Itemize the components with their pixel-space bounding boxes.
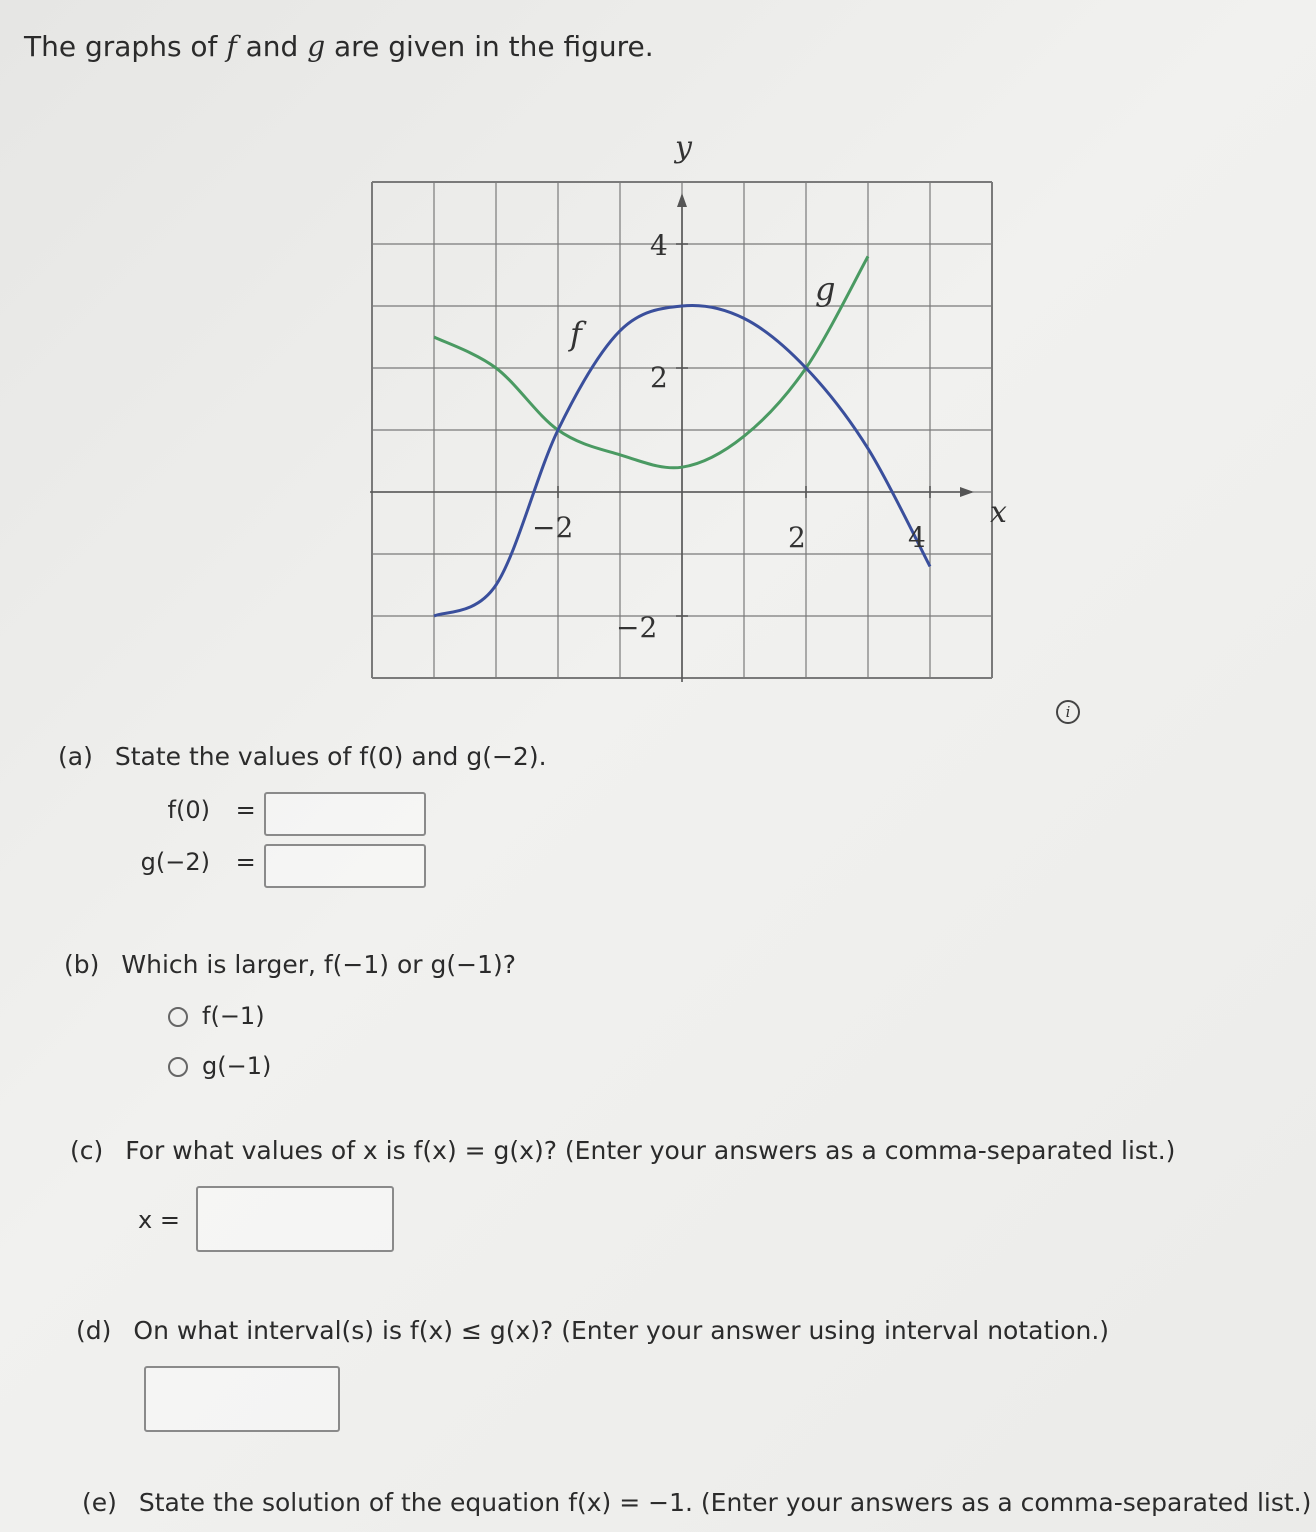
- part-b-question: (b) Which is larger, f(−1) or g(−1)?: [64, 950, 517, 979]
- x-values-input[interactable]: [196, 1186, 394, 1252]
- part-d-question: (d) On what interval(s) is f(x) ≤ g(x)? (Enter your answer using interval notation.): [76, 1316, 1110, 1345]
- part-c-question: (c) For what values of x is f(x) = g(x)? (Enter your answers as a comma-separated list.): [70, 1136, 1176, 1165]
- intro-text: The graphs of f and g are given in the figure.: [24, 30, 654, 63]
- part-a-question: (a) State the values of f(0) and g(−2).: [58, 742, 547, 771]
- gneg2-row: g(−2) =: [110, 848, 256, 876]
- radio-g-neg1[interactable]: [168, 1057, 188, 1077]
- option-g-neg1[interactable]: g(−1): [168, 1052, 271, 1080]
- x-eq-label: x =: [138, 1206, 180, 1234]
- y-axis-arrow: [677, 193, 687, 207]
- f0-answer-input[interactable]: [264, 792, 426, 836]
- option-f-neg1[interactable]: f(−1): [168, 1002, 265, 1030]
- y-tick-label-4: 4: [650, 229, 668, 262]
- x-tick-label-4: 4: [908, 521, 926, 554]
- radio-f-neg1[interactable]: [168, 1007, 188, 1027]
- function-graph: [360, 125, 1020, 705]
- info-icon[interactable]: i: [1056, 700, 1080, 724]
- gneg2-label: g(−2): [140, 848, 210, 876]
- y-tick-label-neg2: −2: [616, 611, 658, 644]
- f0-label: f(0): [167, 796, 210, 824]
- x-tick-label-2: 2: [788, 521, 806, 554]
- x-tick-label-neg2: −2: [532, 511, 574, 544]
- f0-row: f(0) =: [110, 796, 256, 824]
- x-axis-arrow: [960, 487, 974, 497]
- part-e-question: (e) State the solution of the equation f(x) = −1. (Enter your answers as a comma-separated list.): [82, 1488, 1312, 1517]
- g-label: g: [815, 270, 836, 308]
- gneg2-answer-input[interactable]: [264, 844, 426, 888]
- interval-input[interactable]: [144, 1366, 340, 1432]
- y-axis-label: y: [675, 130, 692, 165]
- y-tick-label-2: 2: [650, 361, 668, 394]
- f-label: f: [570, 315, 582, 353]
- x-axis-label: x: [990, 495, 1007, 530]
